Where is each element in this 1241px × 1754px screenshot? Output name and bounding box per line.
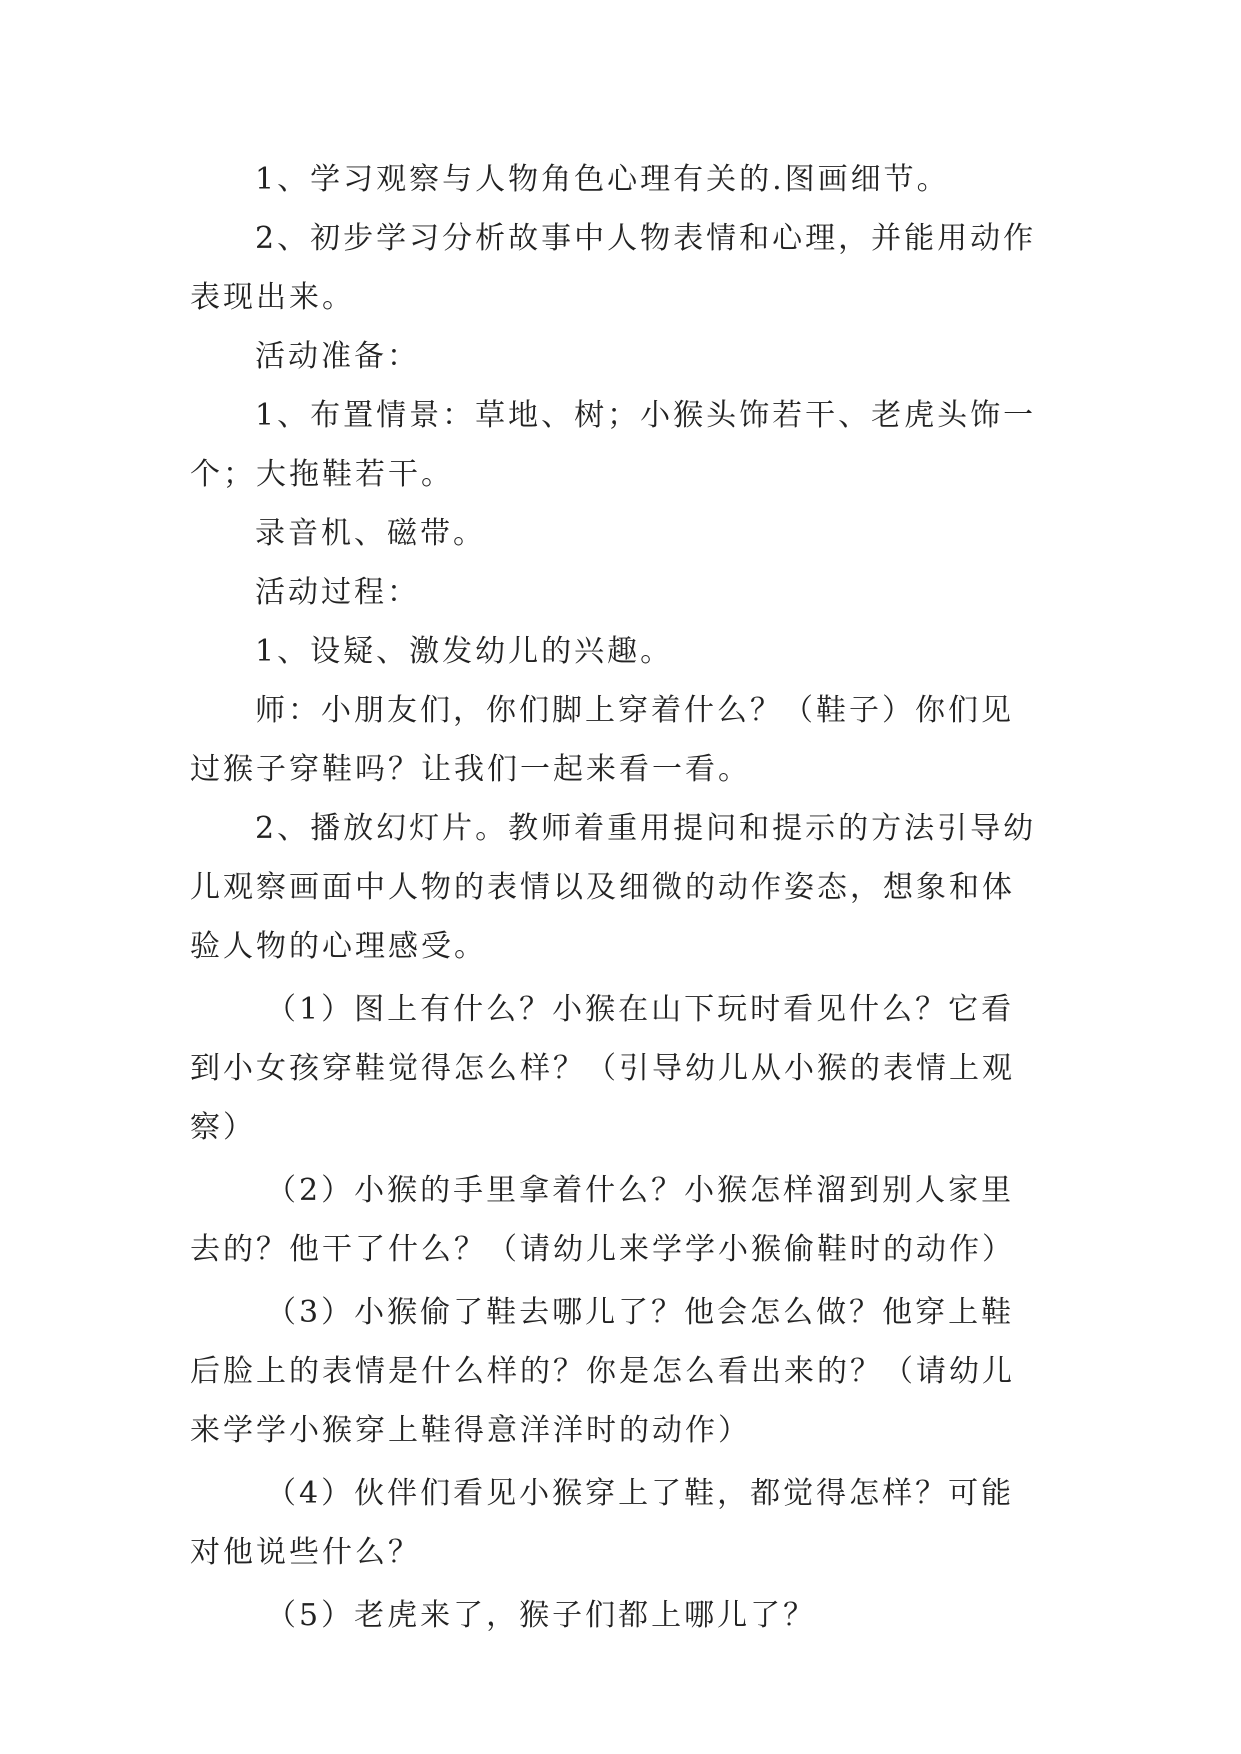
process-heading: 活动过程：	[255, 575, 420, 610]
document-body	[190, 150, 1046, 1645]
question-2-paragraph: （2）小猴的手里拿着什么？小猴怎样溜到别人家里去的？他干了什么？（请幼儿来学学小猴偷鞋时的动作）	[190, 1173, 1015, 1267]
preparation-1-paragraph: 1、布置情景：草地、树；小猴头饰若干、老虎头饰一个；大拖鞋若干。	[190, 398, 1037, 492]
preparation-2-paragraph: 录音机、磁带。	[255, 516, 486, 551]
question-5-paragraph: （5）老虎来了，猴子们都上哪儿了？	[266, 1598, 817, 1633]
process-step-2-paragraph: 2、播放幻灯片。教师着重用提问和提示的方法引导幼儿观察画面中人物的表情以及细微的动作姿态，想象和体验人物的心理感受。	[190, 811, 1037, 964]
goal-2-paragraph: 2、初步学习分析故事中人物表情和心理，并能用动作表现出来。	[190, 221, 1037, 315]
teacher-dialogue-paragraph: 师：小朋友们，你们脚上穿着什么？（鞋子）你们见过猴子穿鞋吗？让我们一起来看一看。	[190, 693, 1014, 787]
question-1-paragraph: （1）图上有什么？小猴在山下玩时看见什么？它看到小女孩穿鞋觉得怎么样？（引导幼儿从小猴的表情上观察）	[190, 992, 1015, 1145]
process-step-1-paragraph: 1、设疑、激发幼儿的兴趣。	[255, 634, 674, 669]
question-4-paragraph: （4）伙伴们看见小猴穿上了鞋，都觉得怎样？可能对他说些什么？	[190, 1476, 1015, 1570]
preparation-heading: 活动准备：	[255, 339, 420, 374]
goal-1-paragraph: 1、学习观察与人物角色心理有关的.图画细节。	[255, 162, 950, 197]
question-3-paragraph: （3）小猴偷了鞋去哪儿了？他会怎么做？他穿上鞋后脸上的表情是什么样的？你是怎么看出来的？（请幼儿来学学小猴穿上鞋得意洋洋时的动作）	[190, 1295, 1015, 1448]
